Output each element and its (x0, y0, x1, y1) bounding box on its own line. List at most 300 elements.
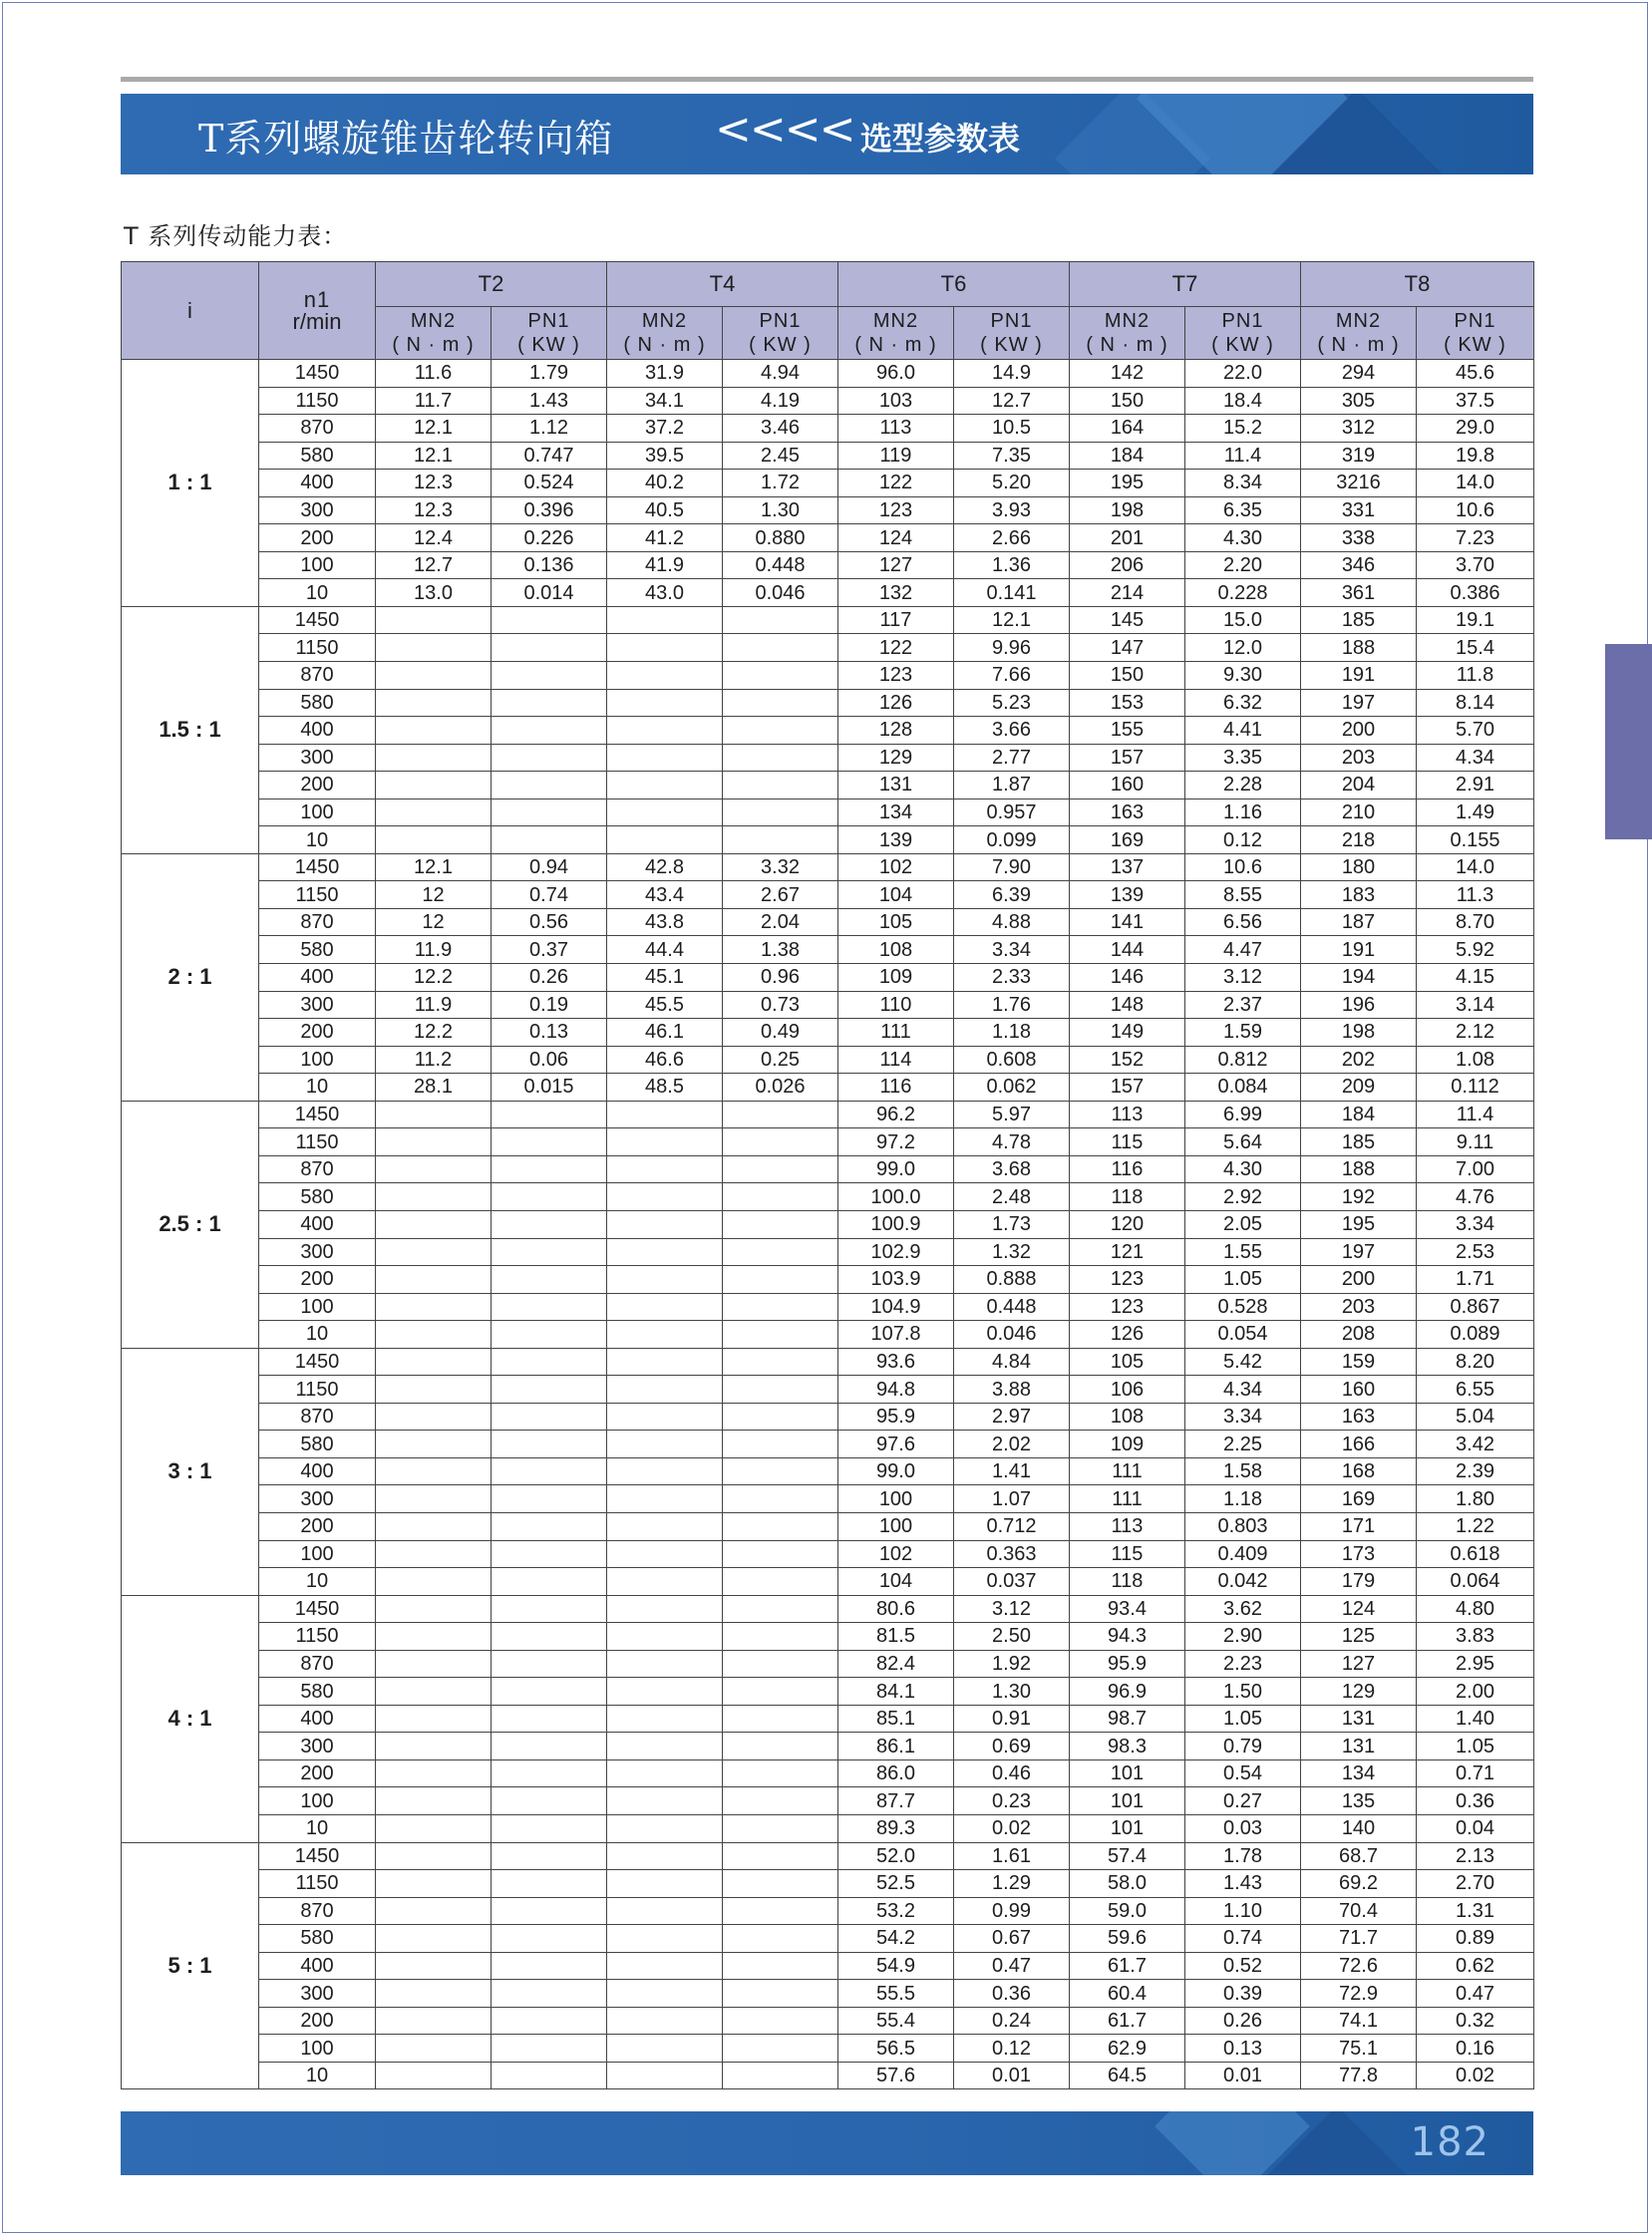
value-cell: 111 (1070, 1485, 1185, 1513)
table-row (122, 2007, 1534, 2035)
speed-cell: 870 (259, 1403, 376, 1431)
value-cell: 198 (1301, 1019, 1417, 1047)
value-cell: 123 (1070, 1293, 1185, 1321)
value-cell: 98.7 (1070, 1705, 1185, 1733)
speed-cell: 400 (259, 470, 376, 497)
value-cell: 5.04 (1417, 1403, 1534, 1431)
value-cell (492, 1128, 607, 1156)
value-cell: 6.35 (1185, 496, 1301, 524)
value-cell: 210 (1301, 799, 1417, 826)
value-cell (492, 1925, 607, 1953)
value-cell: 61.7 (1070, 2007, 1185, 2035)
value-cell: 9.30 (1185, 662, 1301, 690)
ratio-cell: 1 : 1 (122, 360, 259, 607)
value-cell: 0.54 (1185, 1759, 1301, 1787)
value-cell: 97.2 (838, 1128, 954, 1156)
subheader-torque (607, 307, 723, 360)
value-cell (492, 1897, 607, 1925)
model-header: T7 (1070, 262, 1301, 307)
value-cell: 4.30 (1185, 1155, 1301, 1183)
value-cell: 1.61 (954, 1842, 1070, 1870)
value-cell: 123 (1070, 1266, 1185, 1294)
table-row (122, 1512, 1534, 1540)
subheader-torque (376, 307, 492, 360)
value-cell: 0.046 (954, 1321, 1070, 1349)
value-cell: 4.80 (1417, 1595, 1534, 1623)
value-cell (607, 634, 723, 662)
value-cell: 180 (1301, 853, 1417, 881)
value-cell (607, 1952, 723, 1980)
value-cell: 0.608 (954, 1046, 1070, 1074)
value-cell: 45.5 (607, 991, 723, 1019)
value-cell: 11.9 (376, 991, 492, 1019)
value-cell: 7.00 (1417, 1155, 1534, 1183)
speed-cell: 1450 (259, 360, 376, 388)
value-cell: 2.95 (1417, 1650, 1534, 1678)
table-row (122, 634, 1534, 662)
value-cell: 198 (1070, 496, 1185, 524)
value-cell: 361 (1301, 579, 1417, 607)
value-cell: 141 (1070, 908, 1185, 936)
value-cell: 12.3 (376, 470, 492, 497)
value-cell (492, 1568, 607, 1596)
value-cell: 29.0 (1417, 415, 1534, 443)
value-cell: 1.58 (1185, 1457, 1301, 1485)
value-cell: 6.55 (1417, 1376, 1534, 1404)
value-cell: 59.6 (1070, 1925, 1185, 1953)
value-cell: 14.0 (1417, 470, 1534, 497)
value-cell: 1.73 (954, 1210, 1070, 1238)
value-cell: 0.01 (954, 2062, 1070, 2089)
value-cell: 12.1 (376, 415, 492, 443)
value-cell: 7.35 (954, 442, 1070, 470)
value-cell: 4.78 (954, 1128, 1070, 1156)
value-cell: 31.9 (607, 360, 723, 388)
value-cell (607, 1623, 723, 1651)
table-row (122, 717, 1534, 745)
value-cell: 1.80 (1417, 1485, 1534, 1513)
value-cell: 1.50 (1185, 1678, 1301, 1706)
value-cell: 101 (1070, 1787, 1185, 1815)
value-cell: 120 (1070, 1210, 1185, 1238)
value-cell: 46.1 (607, 1019, 723, 1047)
speed-cell: 300 (259, 1980, 376, 2008)
value-cell: 0.47 (1417, 1980, 1534, 2008)
value-cell: 0.74 (1185, 1925, 1301, 1953)
value-cell (723, 799, 838, 826)
value-cell: 194 (1301, 964, 1417, 992)
value-cell: 5.70 (1417, 717, 1534, 745)
value-cell: 12.2 (376, 1019, 492, 1047)
value-cell (492, 1623, 607, 1651)
value-cell: 1.55 (1185, 1238, 1301, 1266)
value-cell: 34.1 (607, 387, 723, 415)
table-row (122, 1348, 1534, 1376)
speed-cell: 10 (259, 579, 376, 607)
value-cell: 5.92 (1417, 936, 1534, 964)
value-cell: 2.97 (954, 1403, 1070, 1431)
value-cell: 196 (1301, 991, 1417, 1019)
value-cell: 155 (1070, 717, 1185, 745)
model-header: T8 (1301, 262, 1534, 307)
value-cell: 15.0 (1185, 606, 1301, 634)
value-cell (607, 1128, 723, 1156)
value-cell: 113 (838, 415, 954, 443)
value-cell (723, 1128, 838, 1156)
value-cell: 101 (1070, 1814, 1185, 1842)
value-cell (492, 1814, 607, 1842)
value-cell (376, 606, 492, 634)
value-cell (492, 1403, 607, 1431)
value-cell: 6.32 (1185, 689, 1301, 717)
value-cell (607, 717, 723, 745)
value-cell: 99.0 (838, 1457, 954, 1485)
value-cell: 134 (838, 799, 954, 826)
table-row (122, 1321, 1534, 1349)
value-cell (492, 1376, 607, 1404)
speed-cell: 300 (259, 991, 376, 1019)
value-cell: 137 (1070, 853, 1185, 881)
value-cell: 0.03 (1185, 1814, 1301, 1842)
value-cell: 168 (1301, 1457, 1417, 1485)
table-row (122, 662, 1534, 690)
value-cell: 0.32 (1417, 2007, 1534, 2035)
value-cell: 2.37 (1185, 991, 1301, 1019)
value-cell (723, 1266, 838, 1294)
value-cell (492, 1595, 607, 1623)
value-cell: 11.9 (376, 936, 492, 964)
value-cell (723, 1925, 838, 1953)
value-cell: 0.228 (1185, 579, 1301, 607)
speed-unit: r/min (292, 308, 342, 334)
value-cell: 37.2 (607, 415, 723, 443)
value-cell: 0.49 (723, 1019, 838, 1047)
value-cell: 2.45 (723, 442, 838, 470)
value-cell: 0.042 (1185, 1568, 1301, 1596)
table-row (122, 387, 1534, 415)
value-cell (376, 1431, 492, 1458)
value-cell: 45.6 (1417, 360, 1534, 388)
value-cell: 305 (1301, 387, 1417, 415)
speed-cell: 100 (259, 799, 376, 826)
table-row (122, 1101, 1534, 1128)
value-cell: 15.4 (1417, 634, 1534, 662)
value-cell: 11.3 (1417, 881, 1534, 909)
table-row (122, 744, 1534, 772)
value-cell: 0.52 (1185, 1952, 1301, 1980)
torque-unit: ( N · m ) (1317, 334, 1400, 356)
value-cell: 208 (1301, 1321, 1417, 1349)
value-cell: 160 (1301, 1376, 1417, 1404)
value-cell: 0.94 (492, 853, 607, 881)
table-row (122, 1870, 1534, 1898)
value-cell: 6.56 (1185, 908, 1301, 936)
value-cell (607, 1431, 723, 1458)
table-row (122, 1238, 1534, 1266)
value-cell (376, 1128, 492, 1156)
speed-cell: 870 (259, 1650, 376, 1678)
value-cell (492, 1266, 607, 1294)
value-cell: 102.9 (838, 1238, 954, 1266)
value-cell: 5.42 (1185, 1348, 1301, 1376)
section-title: T 系列传动能力表： (124, 222, 348, 250)
value-cell: 12.1 (376, 442, 492, 470)
value-cell (723, 1403, 838, 1431)
value-cell: 0.06 (492, 1046, 607, 1074)
value-cell: 45.1 (607, 964, 723, 992)
speed-cell: 100 (259, 551, 376, 579)
value-cell: 100.0 (838, 1183, 954, 1211)
value-cell: 69.2 (1301, 1870, 1417, 1898)
power-label: PN1 (990, 310, 1033, 332)
value-cell: 2.25 (1185, 1431, 1301, 1458)
torque-unit: ( N · m ) (392, 334, 475, 356)
value-cell: 11.2 (376, 1046, 492, 1074)
speed-cell: 200 (259, 524, 376, 552)
value-cell: 105 (838, 908, 954, 936)
value-cell (376, 1485, 492, 1513)
value-cell: 11.4 (1417, 1101, 1534, 1128)
value-cell: 59.0 (1070, 1897, 1185, 1925)
value-cell: 157 (1070, 1074, 1185, 1102)
value-cell: 8.34 (1185, 470, 1301, 497)
subheader-power (1185, 307, 1301, 360)
value-cell: 2.20 (1185, 551, 1301, 579)
speed-cell: 10 (259, 2062, 376, 2089)
value-cell: 1.10 (1185, 1897, 1301, 1925)
value-cell (376, 1210, 492, 1238)
value-cell (376, 1568, 492, 1596)
value-cell (607, 1814, 723, 1842)
value-cell (607, 1210, 723, 1238)
value-cell (376, 1925, 492, 1953)
value-cell: 72.9 (1301, 1980, 1417, 2008)
table-row (122, 496, 1534, 524)
value-cell: 192 (1301, 1183, 1417, 1211)
page-title: T系列螺旋锥齿轮转向箱 (198, 117, 614, 160)
value-cell: 0.046 (723, 579, 838, 607)
value-cell: 0.56 (492, 908, 607, 936)
value-cell: 116 (838, 1074, 954, 1102)
value-cell: 3.35 (1185, 744, 1301, 772)
value-cell: 169 (1301, 1485, 1417, 1513)
table-row (122, 1183, 1534, 1211)
value-cell (492, 799, 607, 826)
value-cell: 53.2 (838, 1897, 954, 1925)
value-cell: 3.88 (954, 1376, 1070, 1404)
value-cell (607, 1980, 723, 2008)
value-cell: 195 (1070, 470, 1185, 497)
value-cell: 46.6 (607, 1046, 723, 1074)
value-cell: 12.0 (1185, 634, 1301, 662)
value-cell (492, 1457, 607, 1485)
speed-cell: 580 (259, 1678, 376, 1706)
value-cell (607, 1733, 723, 1760)
value-cell: 57.4 (1070, 1842, 1185, 1870)
value-cell (723, 662, 838, 690)
value-cell: 12 (376, 908, 492, 936)
value-cell (607, 1540, 723, 1568)
value-cell: 188 (1301, 1155, 1417, 1183)
value-cell: 4.88 (954, 908, 1070, 936)
table-row (122, 551, 1534, 579)
value-cell: 0.26 (1185, 2007, 1301, 2035)
value-cell (607, 1457, 723, 1485)
value-cell: 103.9 (838, 1266, 954, 1294)
value-cell: 111 (838, 1019, 954, 1047)
value-cell: 0.37 (492, 936, 607, 964)
value-cell: 159 (1301, 1348, 1417, 1376)
value-cell: 100 (838, 1485, 954, 1513)
value-cell: 163 (1301, 1403, 1417, 1431)
table-row (122, 1485, 1534, 1513)
value-cell (723, 1348, 838, 1376)
power-label: PN1 (1221, 310, 1264, 332)
value-cell: 0.04 (1417, 1814, 1534, 1842)
value-cell: 2.91 (1417, 772, 1534, 799)
table-row (122, 881, 1534, 909)
table-row (122, 689, 1534, 717)
value-cell: 10.6 (1185, 853, 1301, 881)
value-cell (492, 1485, 607, 1513)
subheader-power (492, 307, 607, 360)
value-cell: 8.55 (1185, 881, 1301, 909)
value-cell: 100.9 (838, 1210, 954, 1238)
value-cell (607, 1512, 723, 1540)
value-cell: 0.226 (492, 524, 607, 552)
value-cell (723, 772, 838, 799)
value-cell: 3216 (1301, 470, 1417, 497)
value-cell: 139 (838, 826, 954, 854)
value-cell (723, 1678, 838, 1706)
value-cell: 12.7 (376, 551, 492, 579)
value-cell (607, 1403, 723, 1431)
value-cell (492, 1540, 607, 1568)
value-cell: 1.76 (954, 991, 1070, 1019)
value-cell: 1.79 (492, 360, 607, 388)
value-cell: 0.880 (723, 524, 838, 552)
power-label: PN1 (759, 310, 802, 332)
value-cell: 3.34 (954, 936, 1070, 964)
value-cell (723, 1321, 838, 1349)
value-cell (492, 1238, 607, 1266)
value-cell (492, 1787, 607, 1815)
table-row (122, 2035, 1534, 2063)
torque-unit: ( N · m ) (623, 334, 706, 356)
value-cell: 119 (838, 442, 954, 470)
subheader-power (1417, 307, 1534, 360)
value-cell: 0.36 (954, 1980, 1070, 2008)
value-cell: 86.1 (838, 1733, 954, 1760)
value-cell: 0.037 (954, 1568, 1070, 1596)
speed-label: n1 (303, 286, 331, 312)
value-cell (492, 772, 607, 799)
value-cell: 1.59 (1185, 1019, 1301, 1047)
value-cell (492, 1980, 607, 2008)
value-cell: 58.0 (1070, 1870, 1185, 1898)
value-cell: 122 (838, 470, 954, 497)
table-row (122, 991, 1534, 1019)
value-cell: 100 (838, 1512, 954, 1540)
value-cell (723, 1595, 838, 1623)
model-header: T4 (607, 262, 838, 307)
value-cell: 116 (1070, 1155, 1185, 1183)
ratio-cell: 5 : 1 (122, 1842, 259, 2089)
value-cell (376, 1403, 492, 1431)
value-cell: 2.05 (1185, 1210, 1301, 1238)
value-cell: 0.02 (954, 1814, 1070, 1842)
value-cell: 0.155 (1417, 826, 1534, 854)
value-cell: 1.05 (1185, 1705, 1301, 1733)
value-cell (607, 2062, 723, 2089)
table-row (122, 1650, 1534, 1678)
value-cell: 0.23 (954, 1787, 1070, 1815)
ratio-cell: 2 : 1 (122, 853, 259, 1101)
value-cell: 5.64 (1185, 1128, 1301, 1156)
table-row (122, 1210, 1534, 1238)
table-row (122, 1952, 1534, 1980)
column-header-speed (259, 262, 376, 360)
value-cell: 140 (1301, 1814, 1417, 1842)
value-cell: 74.1 (1301, 2007, 1417, 2035)
value-cell: 129 (838, 744, 954, 772)
value-cell: 1.43 (1185, 1870, 1301, 1898)
table-row (122, 442, 1534, 470)
value-cell: 0.136 (492, 551, 607, 579)
value-cell: 147 (1070, 634, 1185, 662)
value-cell (376, 717, 492, 745)
value-cell (723, 1733, 838, 1760)
value-cell: 153 (1070, 689, 1185, 717)
value-cell: 41.2 (607, 524, 723, 552)
value-cell (723, 634, 838, 662)
value-cell: 319 (1301, 442, 1417, 470)
value-cell: 11.7 (376, 387, 492, 415)
table-row (122, 1128, 1534, 1156)
speed-cell: 100 (259, 1787, 376, 1815)
value-cell (376, 1595, 492, 1623)
value-cell: 185 (1301, 1128, 1417, 1156)
value-cell: 0.712 (954, 1512, 1070, 1540)
speed-cell: 400 (259, 1705, 376, 1733)
value-cell: 104 (838, 881, 954, 909)
torque-unit: ( N · m ) (1086, 334, 1168, 356)
value-cell: 12.7 (954, 387, 1070, 415)
speed-cell: 300 (259, 744, 376, 772)
value-cell: 204 (1301, 772, 1417, 799)
value-cell: 2.12 (1417, 1019, 1534, 1047)
speed-cell: 1150 (259, 1128, 376, 1156)
value-cell: 2.53 (1417, 1238, 1534, 1266)
value-cell: 214 (1070, 579, 1185, 607)
value-cell: 191 (1301, 662, 1417, 690)
value-cell: 6.99 (1185, 1101, 1301, 1128)
value-cell: 1.18 (1185, 1485, 1301, 1513)
value-cell (376, 689, 492, 717)
value-cell: 7.90 (954, 853, 1070, 881)
value-cell: 146 (1070, 964, 1185, 992)
value-cell (376, 1321, 492, 1349)
speed-cell: 400 (259, 1210, 376, 1238)
value-cell: 183 (1301, 881, 1417, 909)
value-cell: 0.12 (954, 2035, 1070, 2063)
value-cell: 200 (1301, 717, 1417, 745)
value-cell: 43.0 (607, 579, 723, 607)
value-cell: 139 (1070, 881, 1185, 909)
value-cell: 338 (1301, 524, 1417, 552)
value-cell: 2.39 (1417, 1457, 1534, 1485)
subheader-torque (838, 307, 954, 360)
